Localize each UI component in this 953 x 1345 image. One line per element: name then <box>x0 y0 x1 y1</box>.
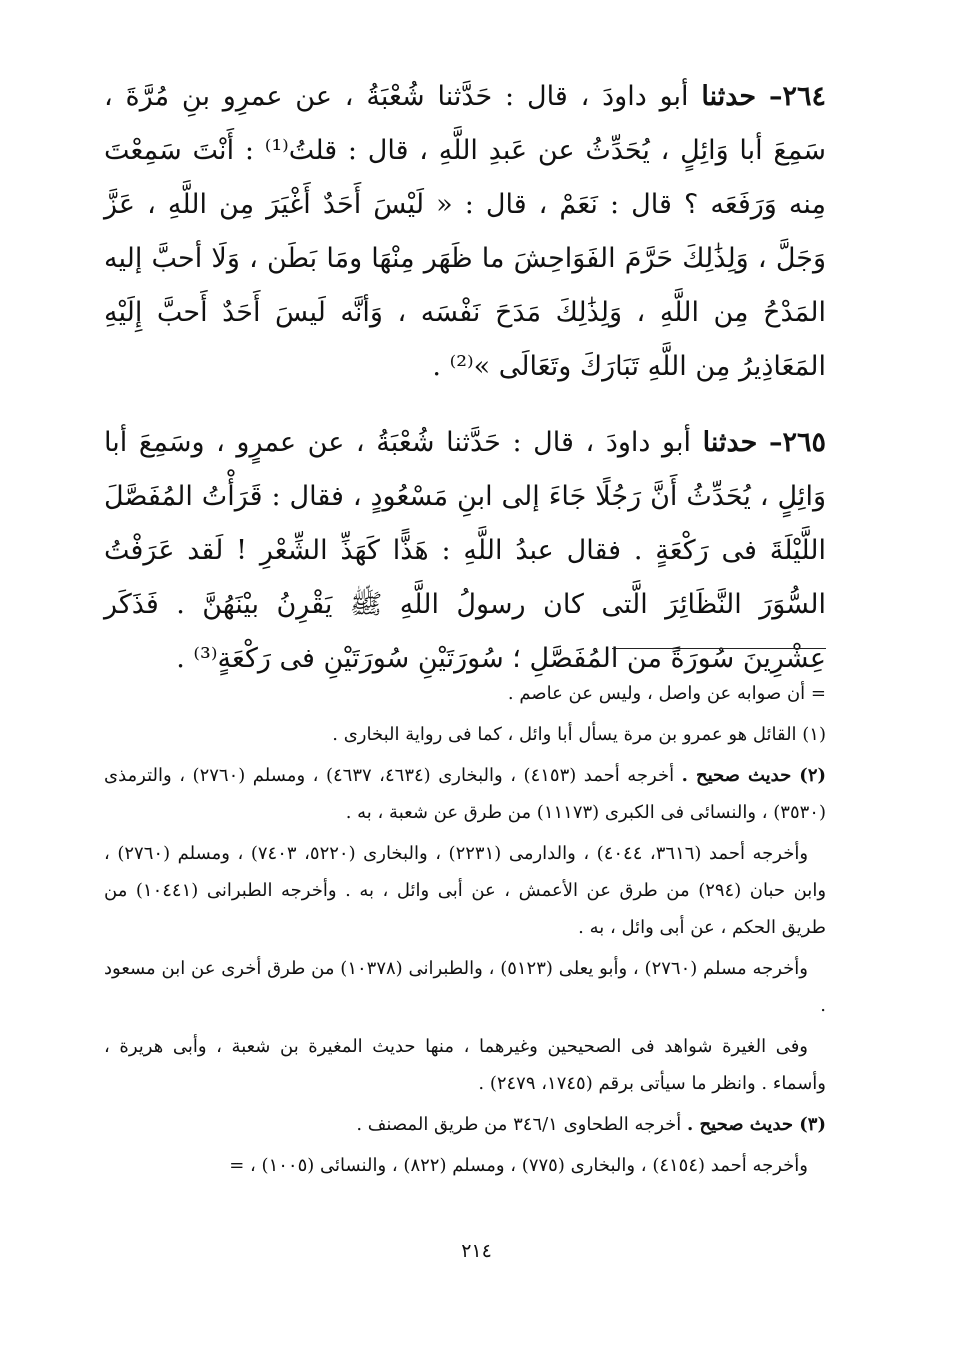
hadith-264 <box>104 70 826 394</box>
footnote-continuation <box>104 675 826 712</box>
hadith-number: ٢٦٥– <box>768 427 826 458</box>
page-number: ٢١٤ <box>461 1240 492 1262</box>
hadith-265 <box>104 416 826 686</box>
footnote-2 <box>104 757 826 831</box>
footnote-text: أخرجه أحمد (٤١٥٣) ، والبخارى (٤٦٣٤، ٤٦٣٧) ، ومسلم (٢٧٦٠) ، والترمذى (٣٥٣٠) ، والنسائى فى الكبرى (١١١٧٣) من طرق عن شعبة ، به . <box>104 765 826 823</box>
footnotes <box>104 675 826 1188</box>
hadith-intro: حدثنا <box>701 81 757 112</box>
main-text-body <box>104 70 826 708</box>
footnote-text: وأخرجه أحمد (٤١٥٤) ، والبخارى (٧٧٥) ، ومسلم (٨٢٢) ، والنسائى (١٠٠٥) ، = <box>229 1155 808 1176</box>
footnote-text: (١) القائل هو عمرو بن مرة يسأل أبا وائل ، كما فى رواية البخارى . <box>332 724 826 745</box>
footnote-2-para-2 <box>104 835 826 946</box>
footnote-text: وأخرجه أحمد (٣٦١٦، ٤٠٤٤) ، والدارمى (٢٢٣١) ، والبخارى (٥٢٢٠، ٧٤٠٣) ، ومسلم (٢٧٦٠) ، وابن حبان (٢٩٤) من طرق عن الأعمش ، عن أبى وائل ، به . وأخرجه الطبرانى (١٠٤٤١) من طريق الحكم ، عن أبى وائل ، به . <box>104 843 827 938</box>
footnote-divider <box>612 648 826 649</box>
footnote-grade: (٣) حديث صحيح . <box>687 1114 826 1135</box>
footnote-2-para-4 <box>104 1028 826 1102</box>
footnote-text: أخرجه الطحاوى ٣٤٦/١ من طريق المصنف . <box>356 1114 687 1135</box>
footnote-text: = أن صوابه عن واصل ، وليس عن عاصم . <box>507 683 826 704</box>
hadith-text: أبو داودَ ، قال : حَدَّثنا شُعْبَةُ ، عن عمرِو بنِ مُرَّةَ ، سَمِعَ أبا وَائِلٍ ، يُحَدِّثُ عن عَبدِ اللَّهِ ، قال : قلتُ⁽¹⁾ : أَنْتَ سَمِعْتَ مِنه وَرَفَعَه ؟ قال : نَعَمْ ، قال : « لَيْسَ أَحَدٌ أَغْيَرَ مِن اللَّهِ ، عَزَّ وَجَلَّ ، وَلِذَٰلِكَ حَرَّمَ الفَوَاحِشَ ما ظَهَر مِنْهَا ومَا بَطَن ، وَلَا أحبَّ إليه المَدْحُ مِن اللَّهِ ، وَلِذَٰلِكَ مَدَحَ نَفْسَه ، وَأنَّه لَيسَ أَحَدٌ أَحبَّ إِلَيْهِ المَعَاذِيرُ مِن اللَّهِ تَبَارَكَ وتَعَالَى »⁽²⁾ . <box>104 81 826 382</box>
hadith-number: ٢٦٤– <box>768 81 826 112</box>
footnote-3-para-2 <box>104 1147 826 1184</box>
hadith-text: أبو داودَ ، قال : حَدَّثنا شُعْبَةُ ، عن عمرٍو ، وسَمِعَ أبا وَائِلٍ ، يُحَدِّثُ أَنَّ رَجُلًا جَاءَ إلى ابنِ مَسْعُودٍ ، فقال : قَرَأْتُ المُفَصَّلَ اللَّيْلَةَ فى رَكْعَةٍ . فقال عبدُ اللَّهِ : هَذًّا كَهَذِّ الشِّعْرِ ! لَقد عَرَفْتُ السُّوَرَ النَّظَائِرَ الَّتى كان رسولُ اللَّهِ ﷺ يَقْرِنُ بيْنَهُنَّ . فَذَكَر عِشْرِينَ سُورَةً من المُفَصَّلِ ؛ سُورَتَيْنِ سُورَتَيْنِ فى رَكْعَةٍ⁽³⁾ . <box>104 427 826 674</box>
footnote-2-para-3 <box>104 950 826 1024</box>
footnote-1 <box>104 716 826 753</box>
footnote-text: وأخرجه مسلم (٢٧٦٠) ، وأبو يعلى (٥١٢٣) ، والطبرانى (١٠٣٧٨) من طرق أخرى عن ابن مسعود . <box>104 958 826 1016</box>
footnote-grade: (٢) حديث صحيح . <box>681 765 827 786</box>
hadith-intro: حدثنا <box>702 427 758 458</box>
footnote-text: وفى الغيرة شواهد فى الصحيحين وغيرهما ، منها حديث المغيرة بن شعبة ، وأبى هريرة ، وأسماء . وانظر ما سيأتى برقم (١٧٤٥، ٢٤٧٩) . <box>104 1036 826 1094</box>
footnote-3 <box>104 1106 826 1143</box>
